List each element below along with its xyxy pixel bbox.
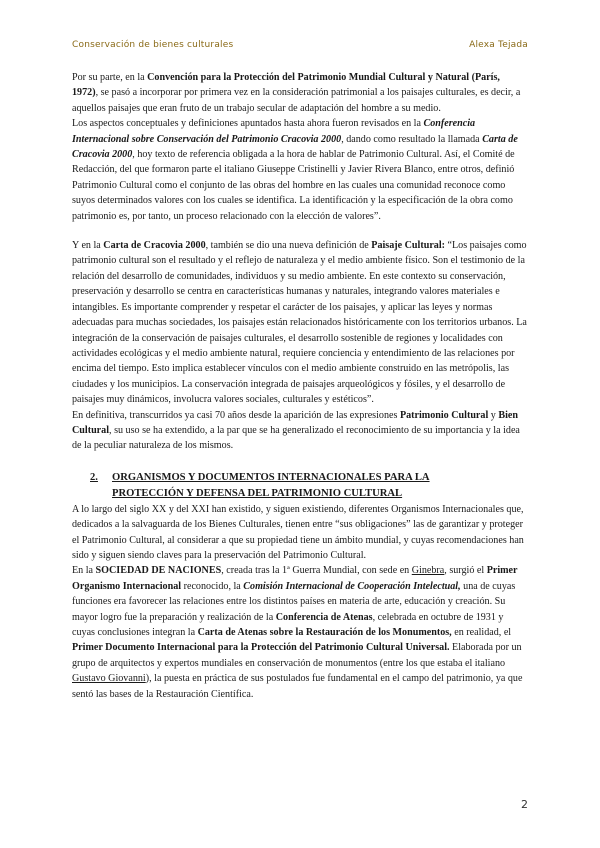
section-heading <box>72 470 528 502</box>
paragraph-cracovia-conference: Los aspectos conceptuales y definiciones apuntados hasta ahora fueron revisados en la Conferencia Internacional sobre Conservación del Patrimonio Cracovia 2000, dando como resultado la llamada Carta de Cracovia 2000, hoy texto de referencia obligada a la hora de hablar de Patrimonio Cultural. Así, el Comité de Redacción, del que formaron parte el italiano Giuseppe Cristinelli y Javier Rivera Blanco, entre otros, definió Patrimonio Cultural como el conjunto de las obras del hombre en las cuales una comunidad reconoce como suyos determinados valores con los cuales se identifica. La identificación y la especificación de la obra como patrimonio es, por tanto, un proceso relacionado con la elección de valores”. <box>72 118 518 222</box>
paragraph-cultural-landscape: Y en la Carta de Cracovia 2000, también se dio una nueva definición de Paisaje Cultural: “Los paisajes como patrimonio cultural son el resultado y el reflejo de naturaleza y el medio ambiente físico. Son el testimonio de la relación del desarrollo de comunidades, individuos y su medio ambiente. En este contexto su conservación, preservación y desarrollo se centra en características humanas y naturales, integrando valores materiales e intangibles. Es importante comprender y respetar el carácter de los paisajes, y aplicar las leyes y normas adecuadas para muchas sociedades, los paisajes están relacionados históricamente con los territorios urbanos. La integración de la conservación de paisajes culturales, el desarrollo sostenible de regiones y localidades con actividades ecológicas y el medio ambiente natural, requiere conciencia y entendimiento de las relaciones por encima del tiempo. Esto implica establecer vínculos con el medio ambiente construido en las metrópolis, las ciudades y los municipios. La conservación integrada de paisajes arqueológicos y fósiles, y el desarrollo de paisajes muy dinámicos, involucra valores sociales, culturales y estéticos”. <box>72 240 527 406</box>
section-number: 2. <box>90 471 98 483</box>
paragraph-paris-convention: Por su parte, en la Convención para la Protección del Patrimonio Mundial Cultural y Natural (París, 1972), se pasó a incorporar por primera vez en la consideración patrimonial a los paisajes culturales, es decir, a aquellos paisajes que eran fruto de un trabajo secular de adaptación del hombre a su medio. <box>72 72 521 114</box>
header-course-title: Conservación de bienes culturales <box>72 40 234 50</box>
paragraph-conclusion: En definitiva, transcurridos ya casi 70 años desde la aparición de las expresiones Patrimonio Cultural y Bien Cultural, su uso se ha extendido, a la par que se ha generalizado el reconocimiento de su importancia y la idea de la peculiar naturaleza de los mismos. <box>72 409 520 452</box>
document-body <box>72 70 528 702</box>
section-title-line2: PROTECCIÓN Y DEFENSA DEL PATRIMONIO CULTURAL <box>112 487 403 499</box>
paragraph-league-of-nations: En la SOCIEDAD DE NACIONES, creada tras la 1ª Guerra Mundial, con sede en Ginebra, surgió el Primer Organismo Internacional reconocido, la Comisión Internacional de Cooperación Intelectual, una de cuyas funciones era favorecer las relaciones entre los distintos países en materia de arte, educación y creación. Su mayor logro fue la preparación y realización de la Conferencia de Atenas, celebrada en octubre de 1931 y cuyas conclusiones integran la Carta de Atenas sobre la Restauración de los Monumentos, en realidad, el Primer Documento Internacional para la Protección del Patrimonio Cultural Universal. Elaborada por un grupo de arquitectos y expertos mundiales en conservación de monumentos (entre los que estaba el italiano Gustavo Giovanni), la puesta en práctica de sus postulados fue fundamental en el campo del patrimonio, ya que sentó las bases de la Restauración Científica. <box>72 565 523 700</box>
page-header <box>72 40 528 54</box>
section-title-line1: ORGANISMOS Y DOCUMENTOS INTERNACIONALES PARA LA <box>112 471 430 483</box>
page-number: 2 <box>521 798 528 811</box>
paragraph-international-organisms: A lo largo del siglo XX y del XXI han existido, y siguen existiendo, diferentes Organismos Internacionales que, dedicados a la salvaguarda de los Bienes Culturales, tienen entre “sus obligaciones” las de garantizar y proteger el Patrimonio Cultural, al considerar a que su propiedad tiene un ámbito mundial, y cuyas recomendaciones han sido y siguen siendo claves para la preservación del Patrimonio Cultural. <box>72 503 524 561</box>
header-author: Alexa Tejada <box>469 40 528 50</box>
